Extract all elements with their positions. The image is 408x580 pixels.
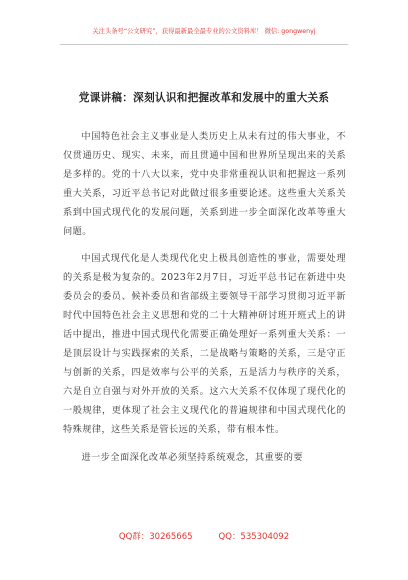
footer-contact bbox=[0, 531, 408, 543]
body-paragraph: 进一步全面深化改革必须坚持系统观念，其重要的要 bbox=[81, 451, 304, 463]
header-banner: 关注头条号“公文研究”，获得最新最全最专业的公文资料库！ 微信: gongwenyj bbox=[92, 28, 316, 35]
body-paragraph: 中国特色社会主义事业是人类历史上从未有过的伟大事业，不仅贯通历史、现实、未来，而且贯通中国和世界所呈现出来的关系是多样的。党的十八大以来，党中央非常重视认识和把握这一系列重大关系，习近平总书记对此做过很多重要论述。这些重大关系关系到中国式现代化的发展问题，关系到进一步全面深化改革等重大问题。 bbox=[63, 131, 346, 237]
document-title: 党课讲稿：深刻认识和把握改革和发展中的重大关系 bbox=[78, 92, 330, 104]
document-body bbox=[63, 128, 346, 476]
footer-qq-group: QQ群：30265665 bbox=[118, 532, 193, 542]
footer-qq-number: QQ：535304092 bbox=[218, 532, 290, 542]
header-divider bbox=[60, 44, 348, 45]
body-paragraph: 中国式现代化是人类现代化史上极具创造性的事业，需要处理的关系是极为复杂的。2023年2月7日，习近平总书记在新进中央委员会的委员、候补委员和省部级主要领导干部学习贯彻习近平新时代中国特色社会主义思想和党的二十大精神研讨班开班式上的讲话中提出，推进中国式现代化需要正确处理好一系列重大关系：一是顶层设计与实践探索的关系，二是战略与策略的关系，三是守正与创新的关系，四是效率与公平的关系，五是活力与秩序的关系，六是自立自强与对外开放的关系。这六大关系不仅体现了现代化的一般规律，更体现了社会主义现代化的普遍规律和中国式现代化的特殊规律，这些关系是管长远的关系，带有根本性。 bbox=[63, 253, 346, 435]
